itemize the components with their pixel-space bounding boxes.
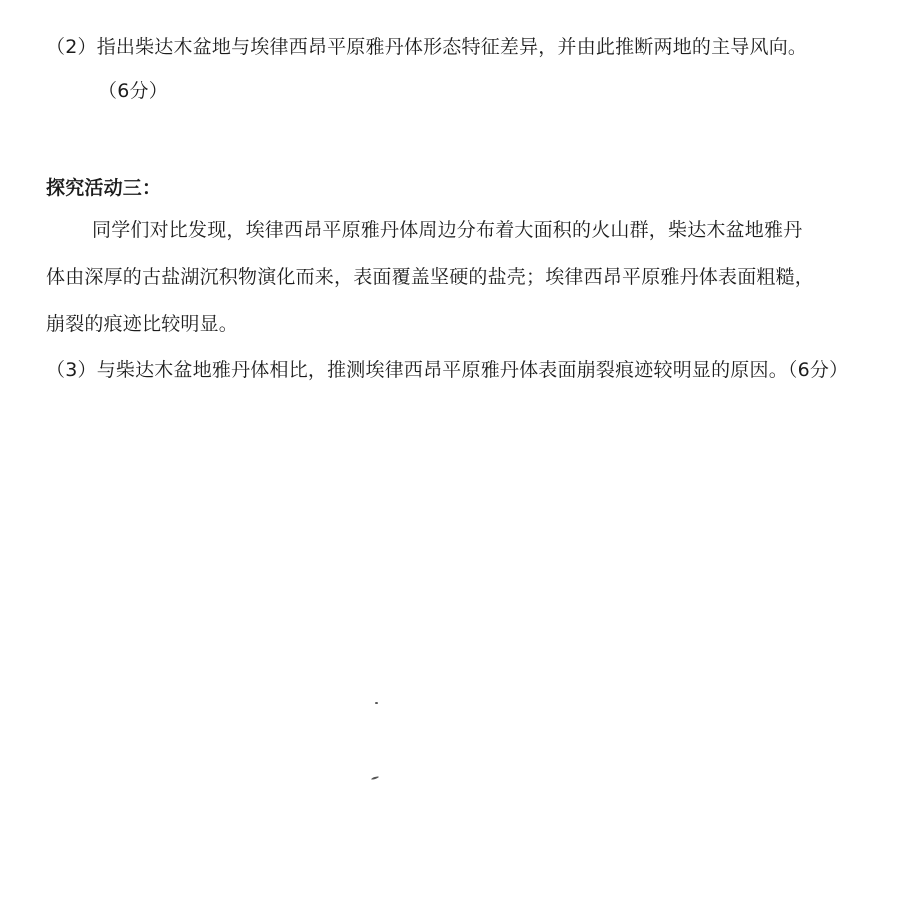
activity-3-paragraph-line-3: 崩裂的痕迹比较明显。 xyxy=(46,313,239,335)
activity-3-paragraph-line-2: 体由深厚的古盐湖沉积物演化而来，表面覆盖坚硬的盐壳；埃律西昂平原雅丹体表面粗糙， xyxy=(46,266,815,288)
question-3-text: （3）与柴达木盆地雅丹体相比，推测埃律西昂平原雅丹体表面崩裂痕迹较明显的原因。（6分） xyxy=(46,359,849,381)
activity-3-paragraph-line-1: 同学们对比发现，埃律西昂平原雅丹体周边分布着大面积的火山群，柴达木盆地雅丹 xyxy=(92,219,803,241)
question-2-score: （6分） xyxy=(98,80,168,102)
activity-3-heading: 探究活动三： xyxy=(46,177,162,199)
scan-speck xyxy=(371,776,379,780)
question-2-text: （2）指出柴达木盆地与埃律西昂平原雅丹体形态特征差异，并由此推断两地的主导风向。 xyxy=(46,36,808,58)
scan-speck xyxy=(375,702,378,704)
